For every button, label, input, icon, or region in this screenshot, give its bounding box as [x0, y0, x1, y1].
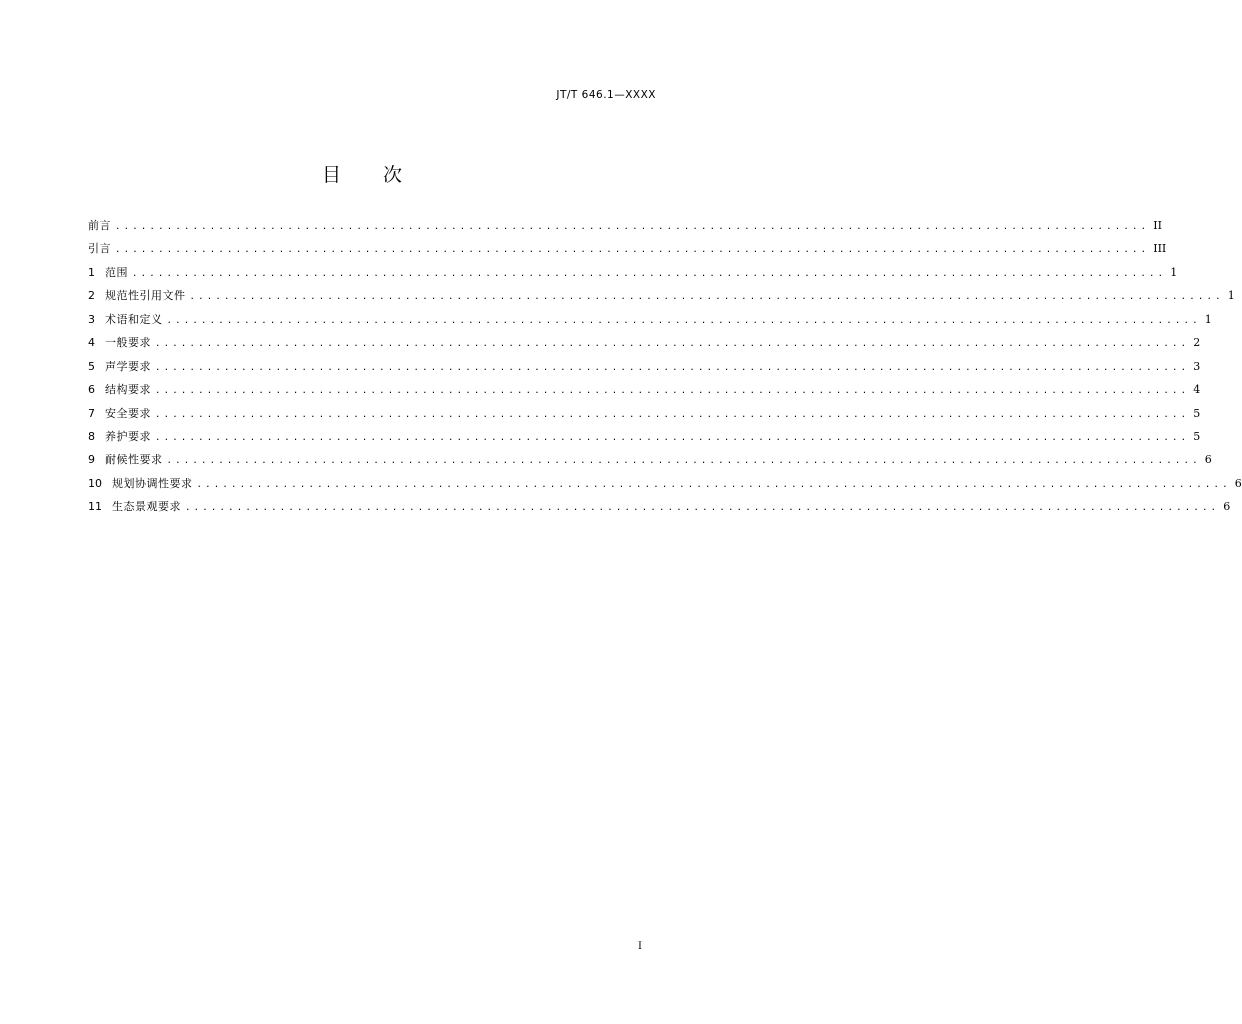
toc-entry-page: 5 — [1193, 406, 1201, 420]
toc-entry-label: 养护要求 — [105, 429, 151, 443]
toc-entry-label: 安全要求 — [105, 406, 151, 420]
toc-entry-page: 1 — [1170, 265, 1178, 279]
toc-dot-leader: ........................................................................................................................ — [155, 432, 1190, 443]
toc-entry-label: 生态景观要求 — [112, 500, 181, 514]
toc-entry-page: 2 — [1193, 336, 1201, 350]
toc-dot-leader: ........................................................................................................................ — [196, 479, 1231, 490]
toc-entry-label: 范围 — [105, 265, 128, 279]
toc-entry[interactable] — [88, 359, 1201, 383]
page-number: I — [638, 941, 642, 952]
toc-entry-label: 一般要求 — [105, 336, 151, 350]
toc-dot-leader: ........................................................................................................................ — [155, 409, 1190, 420]
toc-entry[interactable] — [88, 453, 1212, 476]
toc-dot-leader: ........................................................................................................................ — [166, 456, 1201, 467]
toc-entry[interactable] — [88, 242, 1167, 265]
toc-entry-page: 4 — [1193, 383, 1201, 397]
document-code: JT/T 646.1—XXXX — [556, 89, 656, 101]
toc-entry-number: 4 — [88, 336, 95, 350]
toc-entry[interactable] — [88, 219, 1162, 242]
toc-entry-page: 3 — [1193, 359, 1201, 373]
toc-entry-page: 6 — [1204, 453, 1212, 467]
toc-entry-label: 前言 — [88, 219, 111, 232]
toc-dot-leader: ........................................................................................................................ — [155, 339, 1190, 350]
toc-dot-leader: ........................................................................................................................ — [155, 362, 1190, 373]
toc-entry-label: 规划协调性要求 — [112, 476, 193, 490]
toc-dot-leader: ........................................................................................................................ — [185, 503, 1220, 514]
toc-dot-leader: ........................................................................................................................ — [155, 386, 1190, 397]
toc-entry-number: 9 — [88, 453, 95, 467]
toc-entry[interactable] — [88, 500, 1231, 523]
toc-entry-number: 5 — [88, 359, 95, 373]
toc-entry-label: 引言 — [88, 242, 111, 256]
toc-entry-label: 术语和定义 — [105, 312, 163, 326]
toc-entry-label: 声学要求 — [105, 359, 151, 373]
toc-entry[interactable] — [88, 383, 1201, 406]
toc-entry[interactable] — [88, 406, 1201, 430]
toc-entry-page: 5 — [1193, 429, 1201, 443]
toc-entry-number: 7 — [88, 406, 95, 420]
table-of-contents — [88, 219, 1242, 524]
toc-entry-page: II — [1153, 219, 1162, 232]
toc-entry[interactable] — [88, 312, 1212, 336]
toc-dot-leader: ........................................................................................................................ — [189, 292, 1224, 303]
toc-entry[interactable] — [88, 336, 1201, 359]
toc-entry[interactable] — [88, 429, 1201, 453]
toc-entry-number: 3 — [88, 312, 95, 326]
page-title: 目 次 — [321, 164, 421, 186]
toc-entry-number: 8 — [88, 429, 95, 443]
toc-entry-label: 规范性引用文件 — [105, 289, 186, 303]
toc-entry-label: 耐候性要求 — [105, 453, 163, 467]
toc-entry-number: 6 — [88, 383, 95, 397]
toc-entry-page: 6 — [1234, 476, 1242, 490]
toc-entry-label: 结构要求 — [105, 383, 151, 397]
toc-entry-page: 1 — [1227, 289, 1235, 303]
toc-entry-page: 6 — [1223, 500, 1231, 514]
toc-dot-leader: ........................................................................................................................ — [115, 222, 1150, 232]
toc-entry-page: 1 — [1204, 312, 1212, 326]
toc-entry[interactable] — [88, 476, 1242, 500]
toc-entry[interactable] — [88, 289, 1235, 312]
toc-dot-leader: ........................................................................................................................ — [115, 245, 1150, 256]
toc-entry-page: III — [1153, 242, 1167, 256]
toc-dot-leader: ........................................................................................................................ — [166, 315, 1201, 326]
toc-entry-number: 1 — [88, 265, 95, 279]
toc-entry-number: 2 — [88, 289, 95, 303]
toc-dot-leader: ........................................................................................................................ — [132, 268, 1167, 279]
toc-entry-number: 10 — [88, 476, 102, 490]
toc-entry-number: 11 — [88, 500, 102, 514]
toc-entry[interactable] — [88, 265, 1178, 289]
